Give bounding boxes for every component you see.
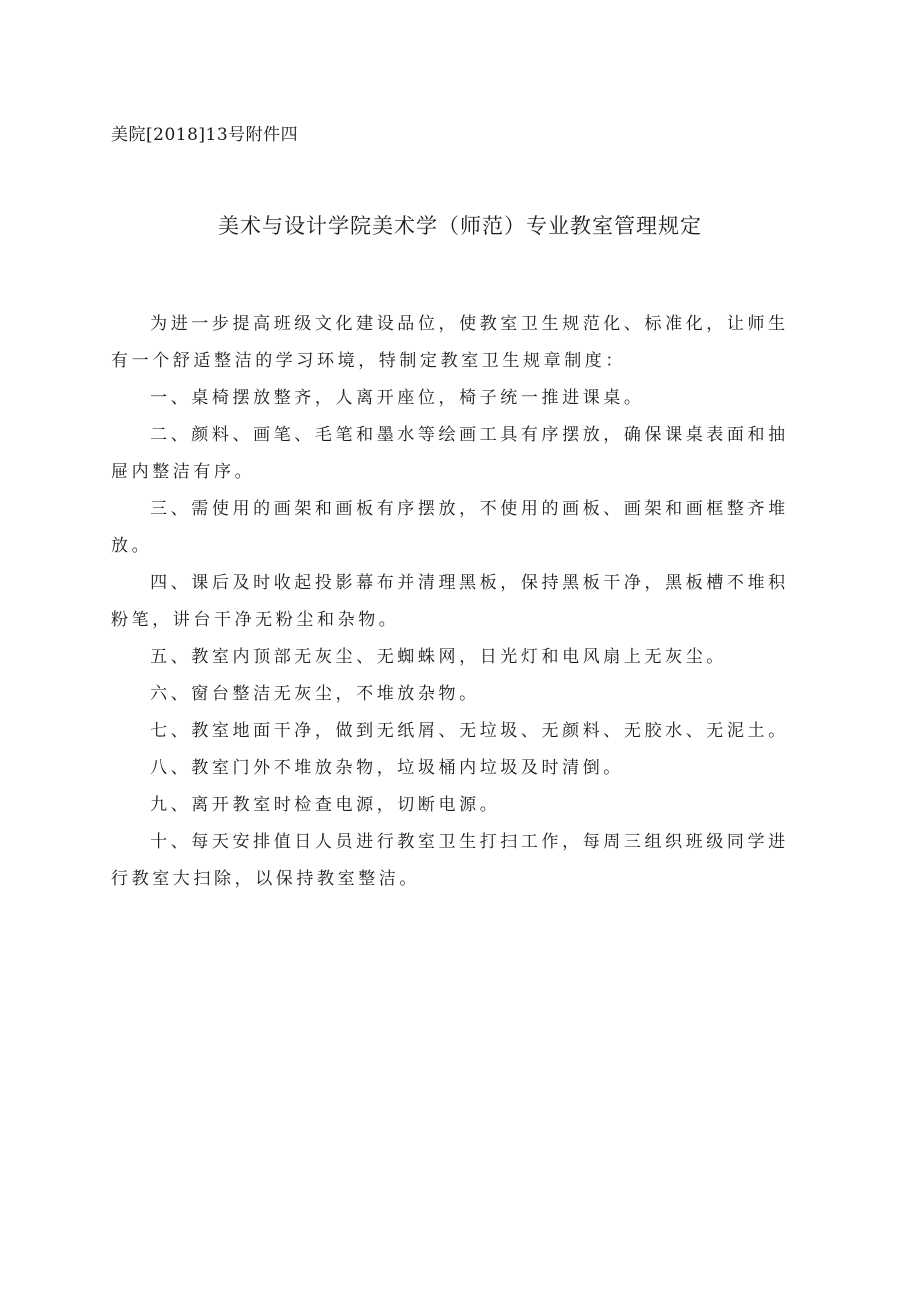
rule-item-10: 十、每天安排值日人员进行教室卫生打扫工作，每周三组织班级同学进行教室大扫除，以保持教室整洁。 (111, 832, 789, 889)
rule-item-6: 六、窗台整洁无灰尘，不堆放杂物。 (150, 684, 480, 704)
document-number: 美院[2018]13号附件四 (111, 125, 299, 145)
rule-item-9: 九、离开教室时检查电源，切断电源。 (150, 795, 501, 815)
rule-item-2: 二、颜料、画笔、毛笔和墨水等绘画工具有序摆放，确保课桌表面和抽屉内整洁有序。 (111, 425, 789, 482)
rule-item-5: 五、教室内顶部无灰尘、无蜘蛛网，日光灯和电风扇上无灰尘。 (150, 647, 727, 667)
document-title: 美术与设计学院美术学（师范）专业教室管理规定 (218, 214, 702, 238)
rule-item-4: 四、课后及时收起投影幕布并清理黑板，保持黑板干净，黑板槽不堆积粉笔，讲台干净无粉尘和杂物。 (111, 573, 789, 630)
rule-item-3: 三、需使用的画架和画板有序摆放，不使用的画板、画架和画框整齐堆放。 (111, 499, 789, 556)
rule-item-8: 八、教室门外不堆放杂物，垃圾桶内垃圾及时清倒。 (150, 758, 624, 778)
intro-paragraph: 为进一步提高班级文化建设品位，使教室卫生规范化、标准化，让师生有一个舒适整洁的学习环境，特制定教室卫生规章制度： (111, 314, 789, 371)
document-body (111, 306, 801, 898)
rule-item-1: 一、桌椅摆放整齐，人离开座位，椅子统一推进课桌。 (150, 388, 645, 408)
rule-item-7: 七、教室地面干净，做到无纸屑、无垃圾、无颜料、无胶水、无泥土。 (150, 721, 789, 741)
